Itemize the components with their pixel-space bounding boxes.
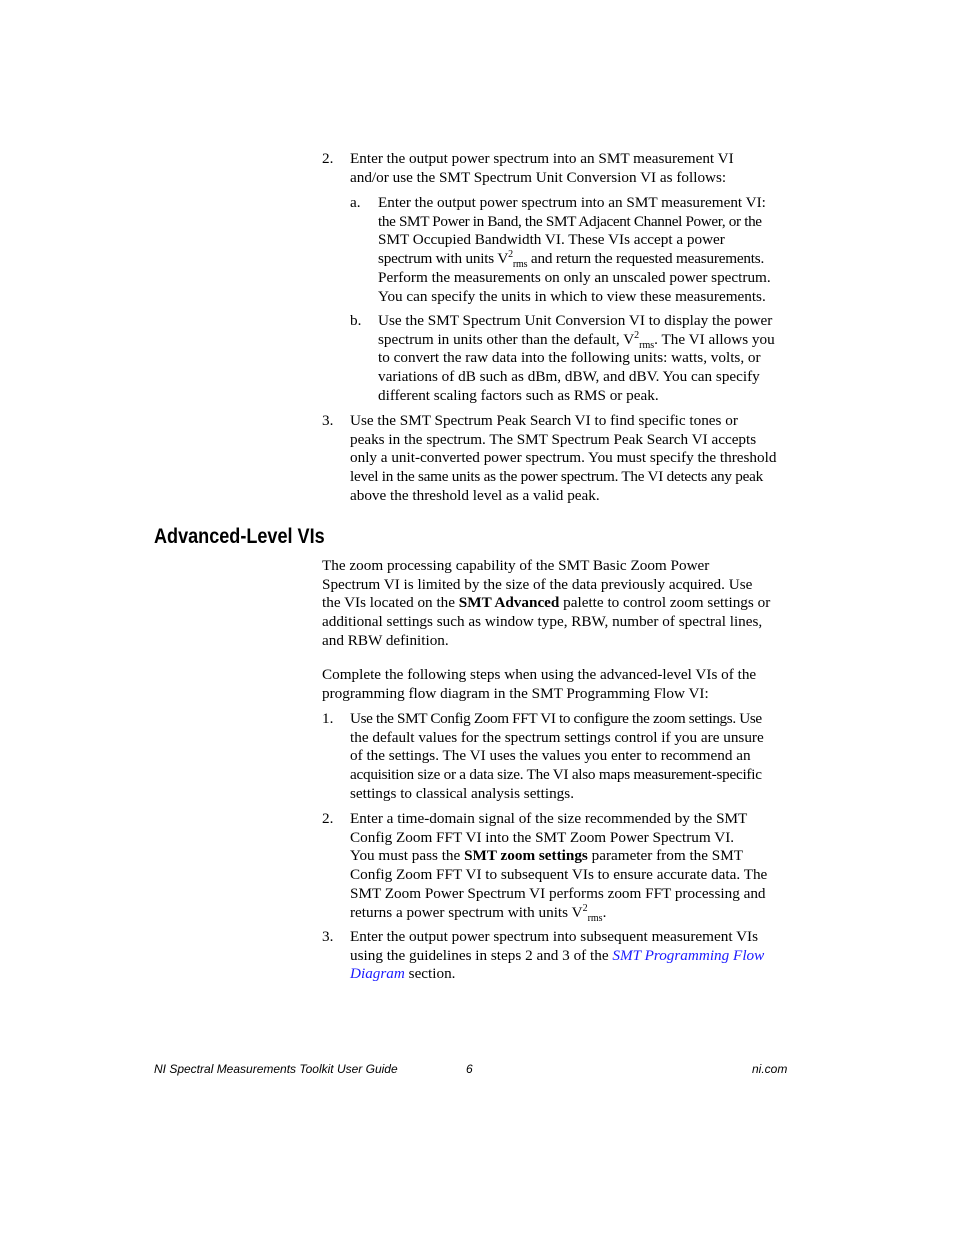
text-line: SMT Zoom Power Spectrum VI performs zoom FFT processing and [350,884,766,902]
text-run: spectrum with units V [378,250,509,268]
text-line: acquisition size or a data size. The VI also maps measurement-specific [350,766,762,784]
text-line [350,947,790,966]
text-run: palette to control zoom settings or [559,594,771,612]
text-run: . The VI allows you [654,330,775,348]
superscript: 2 [582,902,588,914]
text-line [350,965,790,984]
units-line [378,250,788,269]
text-line: Use the SMT Spectrum Unit Conversion VI to display the power [378,312,773,329]
text-line: the default values for the spectrum settings control if you are unsure [350,728,764,746]
text-line: Enter a time-domain signal of the size recommended by the SMT [350,810,748,827]
text-line: Complete the following steps when using the advanced-level VIs of the [322,666,757,683]
page-number: 6 [466,1062,473,1076]
text-line: of the settings. The VI uses the values you enter to recommend an [350,747,751,765]
subscript: rms [512,259,528,271]
paragraph-steps-intro [322,666,787,703]
superscript: 2 [508,249,513,261]
text-line: additional settings such as window type, RBW, number of spectral lines, [322,613,763,631]
text-line: SMT Occupied Bandwidth VI. These VIs accept a power [378,231,725,249]
subscript: rms [639,339,655,351]
text-line: and RBW definition. [322,631,449,649]
text-line [322,594,787,613]
text-line: The zoom processing capability of the SMT Basic Zoom Power [322,557,710,574]
section-heading: Advanced-Level VIs [154,525,325,548]
text-line: to convert the raw data into the following units: watts, volts, or [378,349,761,367]
programming-flow-diagram-link[interactable]: SMT Programming Flow [612,946,765,964]
text-line: Perform the measurements on only an unscaled power spectrum. [378,268,771,286]
text-line: the SMT Power in Band, the SMT Adjacent Channel Power, or the [378,212,762,230]
programming-flow-diagram-link[interactable]: Diagram [350,965,405,983]
footer-site: ni.com [752,1062,788,1076]
paragraph-intro [322,557,787,651]
step-number: 3. [322,928,334,945]
text-line: above the threshold level as a valid peak. [350,486,600,504]
units-line [350,904,790,923]
text-line: Enter the output power spectrum into an SMT measurement VI: [378,194,766,211]
text-line: different scaling factors such as RMS or peak. [378,386,659,404]
text-line: programming flow diagram in the SMT Programming Flow VI: [322,684,709,702]
text-line [350,847,790,866]
text-run: using the guidelines in steps 2 and 3 of the [350,946,613,964]
text-run: You must pass the [350,847,465,865]
text-line: settings to classical analysis settings. [350,784,574,802]
subscript: rms [587,912,603,924]
text-line: variations of dB such as dBm, dBW, and dBV. You can specify [378,368,760,386]
text-line: Enter the output power spectrum into an SMT measurement VI [350,150,734,167]
text-line: level in the same units as the power spectrum. The VI detects any peak [350,468,763,486]
text-line: Enter the output power spectrum into subsequent measurement VIs [350,928,759,945]
step-number: 1. [322,710,334,727]
text-run: parameter from the SMT [587,847,744,865]
text-line: only a unit-converted power spectrum. You must specify the threshold [350,449,777,467]
text-line: Config Zoom FFT VI to subsequent VIs to ensure accurate data. The [350,866,768,884]
palette-name: SMT Advanced [458,594,560,612]
text-line: Use the SMT Spectrum Peak Search VI to find specific tones or [350,412,738,429]
units-line [378,331,788,350]
text-line: You can specify the units in which to view these measurements. [378,287,766,305]
text-run: . [602,903,607,921]
step-number: 3. [322,412,334,429]
text-run: the VIs located on the [322,594,459,612]
step-number: 2. [322,150,334,167]
substep-letter: a. [350,194,361,211]
text-run: returns a power spectrum with units V [350,903,583,921]
text-line: peaks in the spectrum. The SMT Spectrum Peak Search VI accepts [350,430,757,448]
step-number: 2. [322,810,334,827]
text-line: Use the SMT Config Zoom FFT VI to configure the zoom settings. Use [350,710,762,727]
superscript: 2 [634,329,640,341]
text-line: Config Zoom FFT VI into the SMT Zoom Power Spectrum VI. [350,828,735,846]
footer-title: NI Spectral Measurements Toolkit User Guide [154,1062,398,1076]
text-line: Spectrum VI is limited by the size of the data previously acquired. Use [322,575,753,593]
text-line: and/or use the SMT Spectrum Unit Conversion VI as follows: [350,168,727,186]
substep-letter: b. [350,312,362,329]
parameter-name: SMT zoom settings [464,847,588,865]
text-run: section. [404,965,456,983]
text-run: spectrum in units other than the default, V [378,330,635,348]
text-run: and return the requested measurements. [527,250,765,268]
